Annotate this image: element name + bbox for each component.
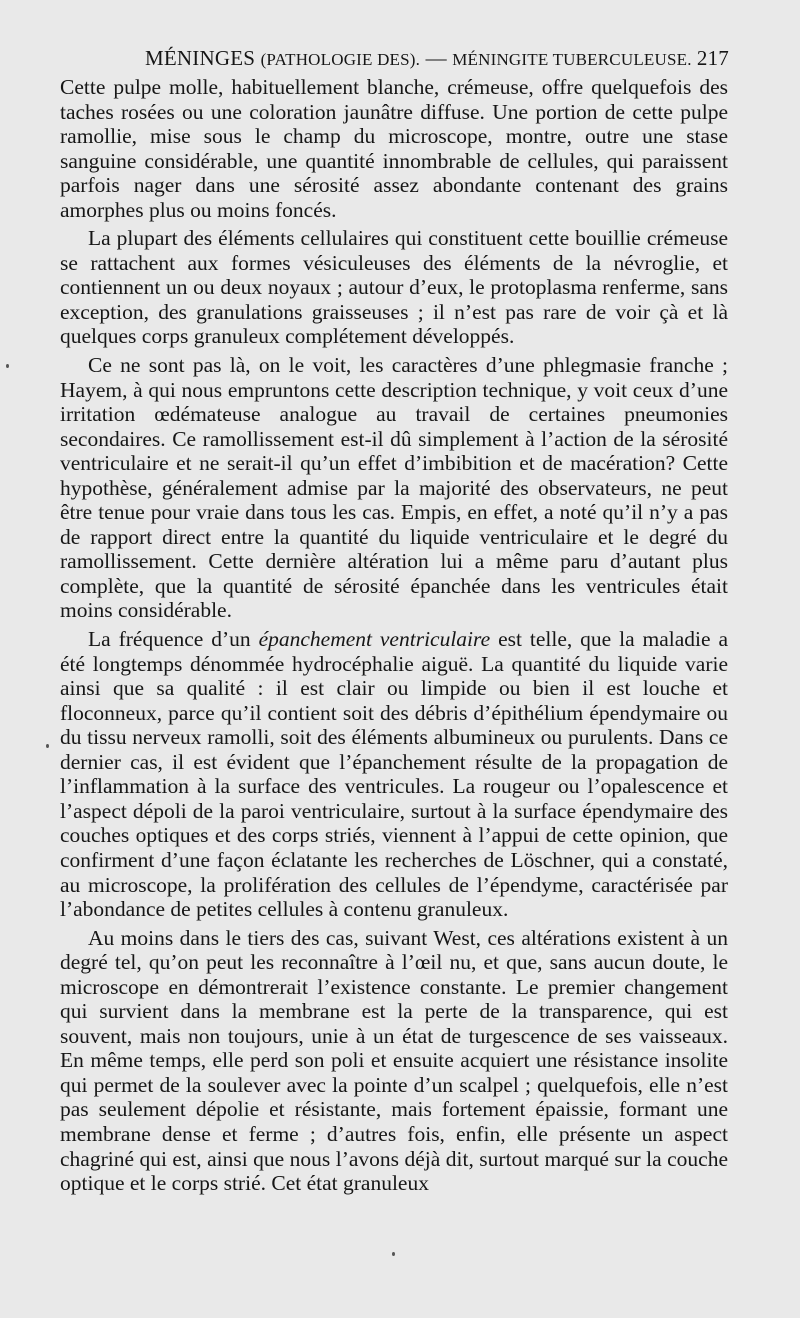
body-text bbox=[60, 75, 728, 1200]
paragraph-4-rest: est telle, que la maladie a été longtemps dénommée hydrocéphalie aiguë. La quantité du liquide varie ainsi que sa qualité : il est clair ou limpide ou bien il est louche et floconneux, parce qu’il contient soit des débris d’épithélium épendymaire ou du tissu nerveux ramolli, soit des éléments albumineux ou purulents. Dans ce dernier cas, il est évident que l’épanchement résulte de la propagation de l’inflammation à la surface des ventricules. La rougeur ou l’opalescence et l’aspect dépoli de la paroi ventriculaire, surtout à la surface épendymaire des couches optiques et des corps striés, viennent à l’appui de cette opinion, que confirment d’une façon éclatante les recherches de Löschner, qui a constaté, au microscope, la prolifération des cellules de l’épendyme, caractérisée par l’abondance de petites cellules à contenu granuleux. bbox=[60, 627, 729, 922]
paragraph-4-lead: La fréquence d’un bbox=[88, 627, 259, 652]
margin-speck bbox=[6, 364, 9, 368]
header-title-paren: (PATHOLOGIE DES). bbox=[260, 50, 421, 69]
page-number: 217 bbox=[696, 46, 729, 70]
paragraph-2: La plupart des éléments cellulaires qui constituent cette bouillie crémeuse se rattachent aux formes vésiculeuses des éléments de la névroglie, et contiennent un ou deux noyaux ; autour d’eux, le protoplasma renferme, sans exception, des granulations graisseuses ; il n’est pas rare de voir çà et là quelques corps granuleux complétement développés. bbox=[60, 226, 728, 349]
paragraph-3: Ce ne sont pas là, on le voit, les caractères d’une phlegmasie franche ; Hayem, à qui nous empruntons cette description technique, y voit ceux d’une irritation œdémateuse analogue au travail de certaines pneumonies secondaires. Ce ramollissement est-il dû simplement à l’action de la sérosité ventriculaire et ne serait-il qu’un effet d’imbibition et de macération? Cette hypothèse, généralement admise par la majorité des observateurs, ne peut être tenue pour vraie dans tous les cas. Empis, en effet, a noté qu’il n’y a pas de rapport direct entre la quantité du liquide ventriculaire et le degré du ramollissement. Cette dernière altération lui a même paru d’autant plus complète, que la quantité de sérosité épanchée dans les ventricules était moins considérable. bbox=[60, 353, 728, 623]
margin-speck bbox=[392, 1252, 395, 1256]
paragraph-5: Au moins dans le tiers des cas, suivant West, ces altérations existent à un degré tel, qu’on peut les reconnaître à l’œil nu, et que, sans aucun doute, le microscope en démontrerait l’existence constante. Le premier changement qui survient dans la membrane est la perte de la transparence, qui est souvent, mais non toujours, unie à un état de turgescence de ses vaisseaux. En même temps, elle perd son poli et ensuite acquiert une résistance insolite qui permet de la soulever avec la pointe d’un scalpel ; quelquefois, elle n’est pas seulement dépolie et résistante, mais fortement épaissie, formant une membrane dense et ferme ; d’autres fois, enfin, elle présente un aspect chagriné qui est, ainsi que nous l’avons déjà dit, surtout marqué sur la couche optique et le corps strié. Cet état granuleux bbox=[60, 925, 728, 1196]
running-header bbox=[145, 44, 729, 72]
header-title-main: MÉNINGES bbox=[145, 46, 256, 70]
margin-speck bbox=[46, 744, 49, 748]
header-dash: — bbox=[425, 46, 447, 70]
paragraph-4 bbox=[60, 627, 728, 922]
header-subtitle: MÉNINGITE TUBERCULEUSE. bbox=[452, 50, 692, 69]
header-title bbox=[145, 44, 692, 74]
paragraph-4-italic-term: épanchement ventriculaire bbox=[258, 627, 491, 652]
paragraph-1: Cette pulpe molle, habituellement blanche, crémeuse, offre quelquefois des taches rosées ou une coloration jaunâtre diffuse. Une portion de cette pulpe ramollie, mise sous le champ du microscope, montre, outre une stase sanguine considérable, une quantité innombrable de cellules, qui paraissent parfois nager dans une sérosité assez abondante contenant des grains amorphes plus ou moins foncés. bbox=[60, 75, 728, 222]
